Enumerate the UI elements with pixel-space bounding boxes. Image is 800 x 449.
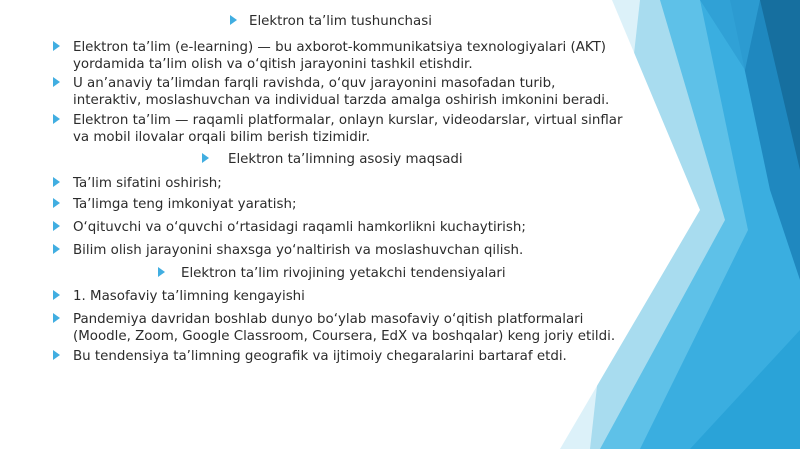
section-heading-text: Elektron ta’lim rivojining yetakchi tendensiyalari	[181, 266, 506, 281]
list-item-text	[73, 75, 609, 109]
section-heading	[202, 151, 463, 168]
bullet-arrow-icon	[158, 267, 165, 277]
list-item	[53, 348, 567, 365]
list-item-line: Bilim olish jarayonini shaxsga yo‘naltirish va moslashuvchan qilish.	[73, 243, 524, 258]
bullet-arrow-icon	[53, 198, 60, 208]
list-item-line: O‘qituvchi va o‘quvchi o‘rtasidagi raqamli hamkorlikni kuchaytirish;	[73, 220, 526, 235]
bullet-arrow-icon	[53, 244, 60, 254]
list-item-text	[73, 175, 222, 192]
section-heading-text: Elektron ta’lim tushunchasi	[249, 14, 432, 29]
list-item-line: Ta’limga teng imkoniyat yaratish;	[73, 197, 297, 212]
list-item-text	[73, 196, 296, 213]
list-item	[53, 311, 615, 345]
list-item-line: Elektron ta’lim — raqamli platformalar, onlayn kurslar, videodarslar, virtual sinflar	[73, 113, 623, 128]
list-item	[53, 288, 305, 305]
list-item	[53, 175, 222, 192]
bullet-arrow-icon	[53, 313, 60, 323]
list-item-text	[73, 348, 567, 365]
bullet-arrow-icon	[53, 41, 60, 51]
list-item-line: (Moodle, Zoom, Google Classroom, Coursera, EdX va boshqalar) keng joriy etildi.	[73, 329, 616, 344]
bullet-arrow-icon	[53, 177, 60, 187]
list-item-line: Bu tendensiya ta’limning geografik va ijtimoiy chegaralarini bartaraf etdi.	[73, 349, 567, 364]
bullet-arrow-icon	[53, 350, 60, 360]
list-item-line: yordamida ta’lim olish va o‘qitish jarayonini tashkil etishdir.	[73, 57, 473, 72]
list-item-text	[73, 39, 606, 73]
bullet-arrow-icon	[53, 221, 60, 231]
list-item-line: 1. Masofaviy ta’limning kengayishi	[73, 289, 305, 304]
list-item-text	[73, 219, 526, 236]
list-item	[53, 112, 623, 146]
section-heading-text: Elektron ta’limning asosiy maqsadi	[228, 152, 463, 167]
bullet-arrow-icon	[53, 290, 60, 300]
list-item-line: Ta’lim sifatini oshirish;	[73, 176, 222, 191]
list-item-line: Pandemiya davridan boshlab dunyo bo‘ylab masofaviy o‘qitish platformalari	[73, 312, 584, 327]
section-heading	[230, 13, 432, 30]
list-item	[53, 242, 523, 259]
list-item-text	[73, 288, 305, 305]
list-item	[53, 219, 526, 236]
list-item-line: va mobil ilovalar orqali bilim berish tizimidir.	[73, 130, 371, 145]
list-item-line: U an’anaviy ta’limdan farqli ravishda, o‘quv jarayonini masofadan turib,	[73, 76, 556, 91]
section-heading	[158, 265, 506, 282]
list-item	[53, 75, 609, 109]
list-item-text	[73, 242, 523, 259]
list-item-line: interaktiv, moslashuvchan va individual tarzda amalga oshirish imkonini beradi.	[73, 93, 610, 108]
bullet-arrow-icon	[53, 77, 60, 87]
list-item-text	[73, 311, 615, 345]
list-item-line: Elektron ta’lim (e-learning) — bu axborot-kommunikatsiya texnologiyalari (AKT)	[73, 40, 606, 55]
list-item	[53, 39, 606, 73]
bullet-arrow-icon	[202, 153, 209, 163]
list-item	[53, 196, 296, 213]
bullet-arrow-icon	[53, 114, 60, 124]
bullet-arrow-icon	[230, 15, 237, 25]
list-item-text	[73, 112, 623, 146]
